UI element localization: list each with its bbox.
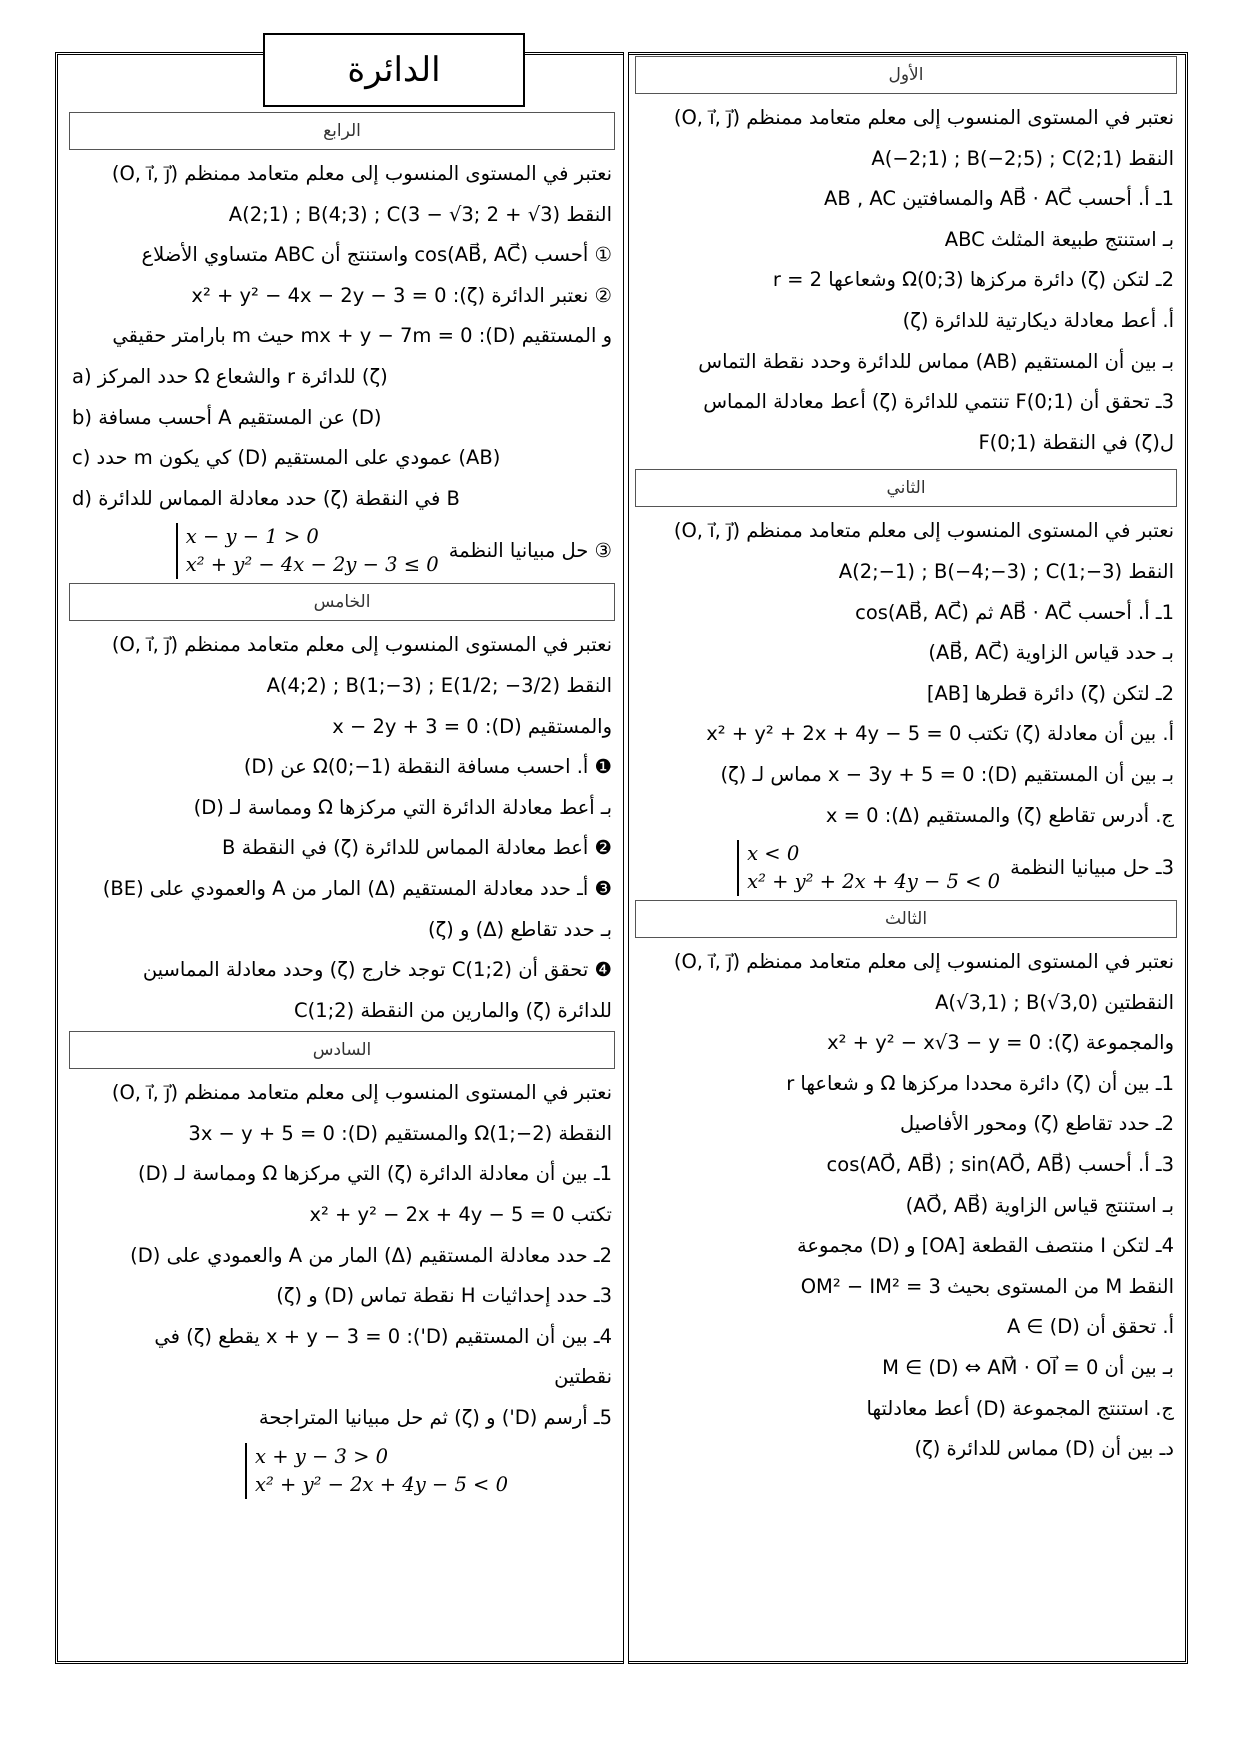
- exercise-line: والمستقيم (D): x − 2y + 3 = 0: [332, 714, 612, 738]
- exercise-line: 2ـ حدد تقاطع (ζ) ومحور الأفاصيل: [899, 1112, 1174, 1136]
- exercise-line: بـ استنتج طبيعة المثلث ABC: [944, 227, 1174, 251]
- exercise-line: بـ أعط معادلة الدائرة التي مركزها Ω ومماسة لـ (D): [193, 795, 612, 819]
- system-label: 3ـ حل مبيانيا النظمة: [1010, 856, 1174, 880]
- exercise-line: نعتبر في المستوى المنسوب إلى معلم متعامد ممنظم (O, i⃗, j⃗): [673, 519, 1174, 543]
- exercise-line: d) حدد معادلة المماس للدائرة (ζ) في النقطة B: [72, 486, 460, 510]
- exercise-line: 5ـ أرسم (D') و (ζ) ثم حل مبيانيا المتراجحة: [258, 1406, 612, 1430]
- system-row: x < 0: [747, 842, 800, 866]
- exercise-line: 3ـ أ. أحسب cos(AO⃗, AB⃗) ; sin(AO⃗, AB⃗): [826, 1153, 1174, 1177]
- left-column: [66, 112, 618, 1503]
- exercise-line: 3ـ حدد إحداثيات H نقطة تماس (D) و (ζ): [276, 1284, 612, 1308]
- exercise-line: النقطة Ω(1;−2) والمستقيم (D): 3x − y + 5 = 0: [188, 1121, 612, 1145]
- exercise-line: ② نعتبر الدائرة (ζ): x² + y² − 4x − 2y − 3 = 0: [191, 283, 612, 307]
- exercise-line: 1ـ بين أن معادلة الدائرة (ζ) التي مركزها Ω ومماسة لـ (D): [138, 1162, 612, 1186]
- exercise-header: الرابع: [69, 112, 615, 150]
- exercise-line: c) حدد m كي يكون (D) عمودي على المستقيم (AB): [72, 446, 501, 470]
- exercise-line: ❹ تحقق أن C(1;2) توجد خارج (ζ) وحدد معادلة المماسين: [142, 958, 612, 982]
- exercise-line: النقط A(−2;1) ; B(−2;5) ; C(2;1): [871, 146, 1174, 170]
- exercise-3: [632, 900, 1180, 1470]
- exercise-line: b) أحسب مسافة A عن المستقيم (D): [72, 405, 382, 429]
- system-row: x² + y² − 2x + 4y − 5 < 0: [255, 1472, 508, 1496]
- exercise-line: a) حدد المركز Ω والشعاع r للدائرة (ζ): [72, 364, 388, 388]
- exercise-line: 1ـ أ. أحسب AB⃗ · AC⃗ ثم cos(AB⃗, AC⃗): [855, 600, 1174, 624]
- exercise-line: نعتبر في المستوى المنسوب إلى معلم متعامد ممنظم (O, i⃗, j⃗): [111, 162, 612, 185]
- inequality-system: [245, 1443, 508, 1499]
- exercise-line: أ. بين أن معادلة (ζ) تكتب x² + y² + 2x + 4y − 5 = 0: [706, 722, 1174, 746]
- exercise-line: ❷ أعط معادلة المماس للدائرة (ζ) في النقطة B: [222, 836, 612, 860]
- exercise-line: بـ بين أن M ∈ (D) ⇔ AM⃗ · OI⃗ = 0: [882, 1356, 1174, 1380]
- exercise-line: دـ بين أن (D) مماس للدائرة (ζ): [914, 1437, 1174, 1461]
- column-divider: [623, 52, 629, 1664]
- exercise-line: بـ حدد تقاطع (Δ) و (ζ): [427, 917, 612, 941]
- exercise-line: النقطتين A(√3,1) ; B(√3,0): [935, 990, 1174, 1014]
- exercise-line: بـ بين أن المستقيم (AB) مماس للدائرة وحدد نقطة التماس: [698, 349, 1174, 373]
- exercise-line: النقط A(4;2) ; B(1;−3) ; E(1/2; −3/2): [266, 673, 612, 697]
- exercise-line: 2ـ لتكن (ζ) دائرة مركزها Ω(0;3) وشعاعها r = 2: [772, 268, 1174, 292]
- system-row: x − y − 1 > 0: [185, 525, 319, 549]
- exercise-line: 4ـ لتكن I منتصف القطعة [OA] و (D) مجموعة: [796, 1234, 1174, 1258]
- inequality-system: [176, 523, 439, 579]
- exercise-1: [632, 56, 1180, 463]
- exercise-line: نعتبر في المستوى المنسوب إلى معلم متعامد ممنظم (O, i⃗, j⃗): [673, 106, 1174, 129]
- system-row: x + y − 3 > 0: [255, 1444, 389, 1468]
- exercise-line: ❸ أـ حدد معادلة المستقيم (Δ) المار من A والعمودي على (BE): [102, 876, 612, 900]
- exercise-4: [66, 112, 618, 583]
- exercise-line: نقطتين: [554, 1365, 612, 1389]
- exercise-header: الخامس: [69, 583, 615, 621]
- right-column: [632, 56, 1180, 1470]
- system-line: [66, 1439, 618, 1503]
- exercise-line: تكتب x² + y² − 2x + 4y − 5 = 0: [309, 1203, 612, 1227]
- exercise-line: 2ـ لتكن (ζ) دائرة قطرها [AB]: [926, 681, 1174, 705]
- exercise-line: بـ استنتج قياس الزاوية (AO⃗, AB⃗): [905, 1193, 1174, 1217]
- exercise-line: ج. استنتج المجموعة (D) أعط معادلتها: [866, 1396, 1174, 1420]
- exercise-5: [66, 583, 618, 1031]
- exercise-line: 1ـ أ. أحسب AB⃗ · AC⃗ والمسافتين AB , AC: [824, 187, 1174, 211]
- exercise-line: أ. أعط معادلة ديكارتية للدائرة (ζ): [902, 308, 1174, 332]
- system-row: x² + y² − 4x − 2y − 3 ≤ 0: [185, 553, 439, 577]
- exercise-header: الأول: [635, 56, 1177, 94]
- exercise-line: نعتبر في المستوى المنسوب إلى معلم متعامد ممنظم (O, i⃗, j⃗): [111, 1081, 612, 1105]
- exercise-line: 1ـ بين أن (ζ) دائرة محددا مركزها Ω و شعاعها r: [786, 1071, 1174, 1095]
- exercise-header: السادس: [69, 1031, 615, 1069]
- exercise-header: الثالث: [635, 900, 1177, 938]
- page-title: الدائرة: [263, 33, 525, 107]
- system-label: ③ حل مبيانيا النظمة: [448, 539, 612, 563]
- exercise-line: 2ـ حدد معادلة المستقيم (Δ) المار من A والعمودي على (D): [130, 1243, 612, 1267]
- exercise-line: 4ـ بين أن المستقيم (D'): x + y − 3 = 0 يقطع (ζ) في: [154, 1324, 612, 1348]
- exercise-line: النقط A(2;1) ; B(4;3) ; C(3 − √3; 2 + √3): [228, 202, 612, 226]
- exercise-line: والمجموعة (ζ): x² + y² − x√3 − y = 0: [827, 1031, 1174, 1055]
- exercise-line: 3ـ تحقق أن F(0;1) تنتمي للدائرة (ζ) أعط معادلة المماس: [703, 390, 1174, 414]
- exercise-line: ❶ أ. احسب مسافة النقطة Ω(0;−1) عن (D): [243, 755, 612, 779]
- exercise-line: أ. تحقق أن A ∈ (D): [1006, 1315, 1174, 1339]
- system-line: [66, 519, 618, 583]
- exercise-line: بـ حدد قياس الزاوية (AB⃗, AC⃗): [928, 641, 1174, 665]
- exercise-line: للدائرة (ζ) والمارين من النقطة C(1;2): [293, 998, 612, 1022]
- exercise-line: نعتبر في المستوى المنسوب إلى معلم متعامد ممنظم (O, i⃗, j⃗): [111, 633, 612, 657]
- exercise-line: النقط M من المستوى بحيث OM² − IM² = 3: [800, 1274, 1174, 1298]
- system-row: x² + y² + 2x + 4y − 5 < 0: [747, 870, 1001, 894]
- exercise-header: الثاني: [635, 469, 1177, 507]
- exercise-line: و المستقيم (D): mx + y − 7m = 0 حيث m بارامتر حقيقي: [112, 324, 612, 348]
- exercise-2: [632, 469, 1180, 900]
- exercise-line: ل(ζ) في النقطة F(0;1): [978, 430, 1174, 454]
- exercise-line: نعتبر في المستوى المنسوب إلى معلم متعامد ممنظم (O, i⃗, j⃗): [673, 950, 1174, 974]
- exercise-line: ① أحسب cos(AB⃗, AC⃗) واستنتج أن ABC متساوي الأضلاع: [141, 243, 612, 267]
- exercise-line: النقط A(2;−1) ; B(−4;−3) ; C(1;−3): [838, 559, 1174, 583]
- exercise-line: بـ بين أن المستقيم (D): x − 3y + 5 = 0 مماس لـ (ζ): [720, 762, 1174, 786]
- system-line: [632, 836, 1180, 900]
- exercise-line: ج. أدرس تقاطع (ζ) والمستقيم (Δ): x = 0: [825, 803, 1174, 827]
- inequality-system: [737, 840, 1000, 896]
- exercise-6: [66, 1031, 618, 1502]
